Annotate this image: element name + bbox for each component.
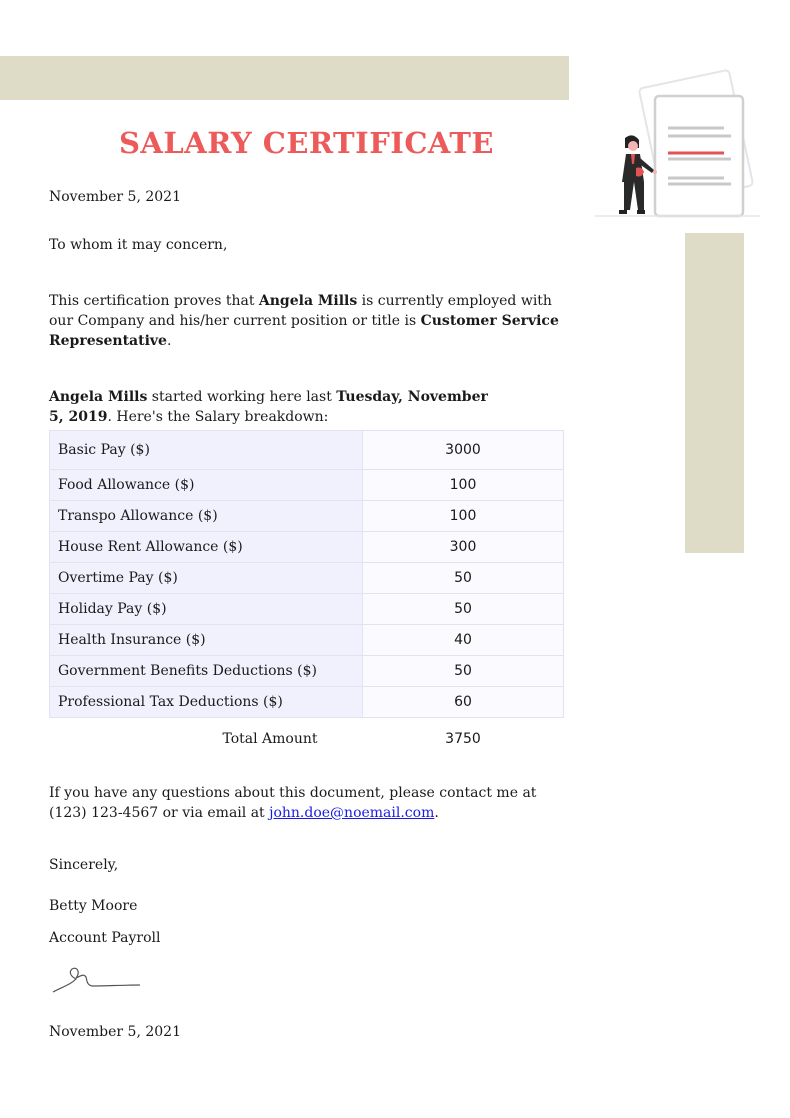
contact-paragraph: [49, 783, 549, 823]
cert-middle: is currently employed with our Company and his/her current position or title is: [49, 293, 552, 329]
signer-name: Betty Moore: [49, 898, 138, 914]
greeting: To whom it may concern,: [49, 237, 228, 253]
salary-item-label: Government Benefits Deductions ($): [50, 656, 363, 687]
salary-row: [50, 470, 564, 501]
salary-row: [50, 431, 564, 470]
salary-row: [50, 532, 564, 563]
salary-item-label: Overtime Pay ($): [50, 563, 363, 594]
salary-row: [50, 687, 564, 718]
signature-icon: [50, 965, 145, 1000]
woman-with-document-illustration-icon: [590, 66, 770, 226]
salary-item-value: 300: [363, 532, 564, 563]
salary-row: [50, 563, 564, 594]
salary-item-value: 3000: [363, 431, 564, 470]
salary-item-value: 50: [363, 656, 564, 687]
signer-role: Account Payroll: [49, 930, 161, 946]
salary-row: [50, 501, 564, 532]
salary-item-label: Basic Pay ($): [50, 431, 363, 470]
page-title: SALARY CERTIFICATE: [118, 126, 495, 160]
salary-row: [50, 594, 564, 625]
cert-prefix: This certification proves that: [49, 293, 259, 309]
closing: Sincerely,: [49, 857, 119, 873]
closing-date: November 5, 2021: [49, 1024, 181, 1040]
employee-position: Customer Service Representative: [49, 313, 559, 349]
salary-item-label: Professional Tax Deductions ($): [50, 687, 363, 718]
salary-item-value: 60: [363, 687, 564, 718]
salary-item-value: 100: [363, 470, 564, 501]
salary-row: [50, 656, 564, 687]
salary-item-value: 100: [363, 501, 564, 532]
salary-item-label: Health Insurance ($): [50, 625, 363, 656]
employee-name: Angela Mills: [49, 389, 148, 405]
start-date: Tuesday, November 5, 2019: [49, 389, 488, 425]
email-link[interactable]: john.doe@noemail.com: [269, 805, 435, 821]
contact-suffix: .: [434, 805, 439, 821]
salary-item-label: House Rent Allowance ($): [50, 532, 363, 563]
employee-name: Angela Mills: [258, 293, 358, 309]
total-amount-label: Total Amount: [222, 731, 318, 747]
side-decorative-band: [685, 233, 744, 553]
start-date-paragraph: [49, 387, 494, 427]
salary-item-value: 40: [363, 625, 564, 656]
salary-item-label: Food Allowance ($): [50, 470, 363, 501]
cert-suffix: .: [166, 333, 172, 349]
salary-table: [49, 430, 564, 718]
salary-row: [50, 625, 564, 656]
start-suffix: . Here's the Salary breakdown:: [107, 409, 329, 425]
contact-prefix: If you have any questions about this document, please contact me at (123) 123-4567 or via email at: [49, 785, 537, 821]
salary-item-value: 50: [363, 594, 564, 625]
issue-date: November 5, 2021: [49, 189, 181, 205]
salary-item-value: 50: [363, 563, 564, 594]
salary-item-label: Holiday Pay ($): [50, 594, 363, 625]
start-middle: started working here last: [147, 389, 337, 405]
top-decorative-band: [0, 56, 569, 100]
certification-paragraph: [49, 291, 559, 351]
total-amount-value: 3750: [445, 731, 481, 747]
salary-item-label: Transpo Allowance ($): [50, 501, 363, 532]
